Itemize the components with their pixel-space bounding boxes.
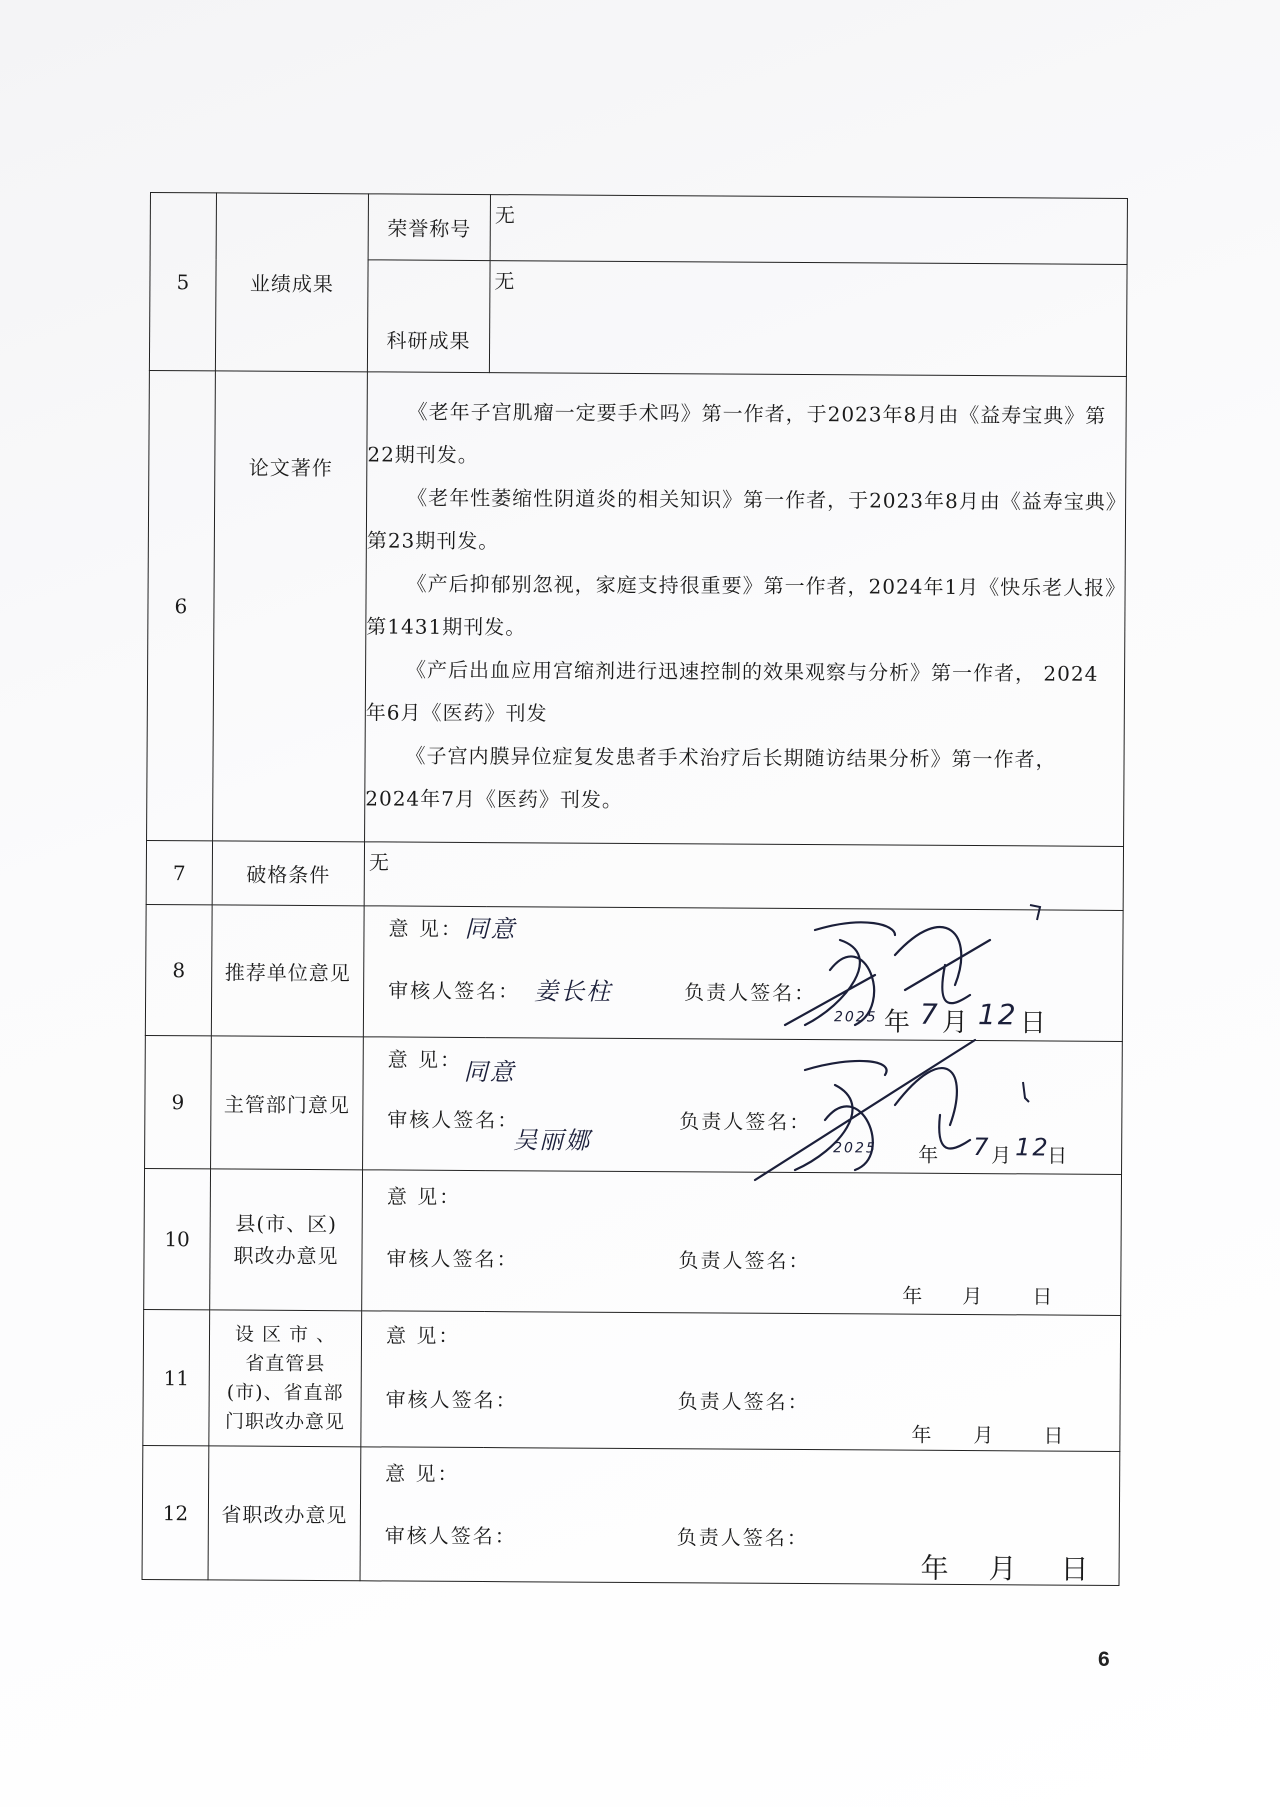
reviewer-signature: 姜长柱	[534, 977, 613, 1006]
date-month-label: 月	[941, 1007, 971, 1039]
row12-label: 省职改办意见	[208, 1446, 361, 1581]
row7-number: 7	[146, 840, 212, 904]
opinion-handwritten: 同意	[463, 1057, 516, 1087]
row11-number: 11	[143, 1309, 210, 1445]
date-month-handwritten: 7	[919, 997, 940, 1031]
row10-number: 10	[144, 1168, 211, 1309]
reviewer-signature-label: 审核人签名：	[386, 1246, 519, 1272]
page-number: 6	[1098, 1648, 1110, 1671]
row8-label: 推荐单位意见	[211, 905, 364, 1037]
row5-label: 业绩成果	[215, 193, 368, 372]
row12-number: 12	[142, 1445, 209, 1579]
date-month-label: 月	[962, 1283, 985, 1309]
row9-label: 主管部门意见	[211, 1036, 364, 1170]
paper-list	[365, 372, 1127, 847]
reviewer-signature-label: 审核人签名：	[385, 1387, 518, 1413]
county-office-opinion	[362, 1170, 1122, 1316]
exception-value: 无	[364, 842, 1123, 911]
date-year-handwritten: 2025	[833, 1009, 878, 1026]
opinion-label: 意 见：	[385, 1323, 461, 1348]
paper-item: 《老年子宫肌瘤一定要手术吗》第一作者，于2023年8月由《益寿宝典》第22期刊发。	[367, 399, 1107, 468]
date-year-label: 年	[883, 1007, 913, 1038]
opinion-label: 意 见：	[386, 1184, 462, 1209]
date-day-handwritten: 12	[1015, 1133, 1050, 1162]
row11-label-line2: 省直管县	[245, 1352, 326, 1375]
date-day-label: 日	[1019, 1008, 1049, 1039]
leader-signature-scribble-row8	[745, 895, 1065, 1045]
leader-signature-label: 负责人签名：	[678, 1248, 811, 1274]
leader-signature-label: 负责人签名：	[677, 1389, 810, 1415]
date-month-label: 月	[973, 1423, 996, 1448]
date-month-label: 月	[991, 1143, 1014, 1168]
opinion-label: 意 见：	[385, 1461, 460, 1486]
province-office-opinion	[360, 1447, 1120, 1586]
row6-number: 6	[147, 370, 216, 840]
city-office-opinion	[361, 1311, 1121, 1452]
opinion-label: 意 见：	[388, 916, 463, 941]
leader-signature-label: 负责人签名：	[679, 1109, 812, 1135]
row7-label: 破格条件	[212, 841, 364, 906]
reviewer-signature-label: 审核人签名：	[387, 1107, 520, 1133]
reviewer-signature: 吴丽娜	[513, 1126, 592, 1155]
reviewer-signature-label: 审核人签名：	[384, 1523, 517, 1549]
date-month-label: 月	[988, 1552, 1019, 1586]
opinion-handwritten: 同意	[464, 914, 517, 944]
honor-title-value: 无	[490, 195, 1127, 265]
row11-label-line3: (市)、省直部	[226, 1380, 344, 1404]
date-day-label: 日	[1043, 1423, 1066, 1448]
paper-item: 《子宫内膜异位症复发患者手术治疗后长期随访结果分析》第一作者， 2024年7月《医药》刊发。	[365, 743, 1057, 812]
date-month-handwritten: 7	[973, 1133, 991, 1162]
date-day-handwritten: 12	[977, 998, 1018, 1032]
leader-signature-label: 负责人签名：	[676, 1525, 809, 1551]
date-year-handwritten: 2025	[833, 1140, 877, 1157]
row6-label: 论文著作	[213, 371, 368, 842]
leader-signature-label: 负责人签名：	[684, 980, 817, 1006]
row11-label-line4: 门职改办意见	[224, 1409, 346, 1433]
reviewer-signature-label: 审核人签名：	[388, 978, 521, 1004]
leader-signature-scribble-row9	[745, 1030, 1065, 1190]
row5-number: 5	[149, 193, 216, 371]
paper-item: 《产后抑郁别忽视，家庭支持很重要》第一作者，2024年1月《快乐老人报》第1431期刊发。	[366, 571, 1117, 640]
date-year-label: 年	[918, 1142, 941, 1167]
row10-label-line1: 县(市、区)	[235, 1211, 338, 1237]
application-form-table	[142, 192, 1128, 1586]
research-result-value: 无	[489, 261, 1127, 377]
row11-label-line1: 设 区 市 、	[234, 1323, 337, 1346]
date-day-label: 日	[1032, 1284, 1055, 1309]
date-year-label: 年	[920, 1551, 951, 1585]
row8-number: 8	[145, 904, 212, 1035]
opinion-label: 意 见：	[387, 1047, 463, 1072]
row10-label	[210, 1169, 363, 1311]
paper-item: 《产后出血应用宫缩剂进行迅速控制的效果观察与分析》第一作者， 2024年6月《医药》刊发	[365, 657, 1099, 726]
row11-label	[209, 1310, 362, 1447]
date-day-label: 日	[1047, 1143, 1070, 1168]
date-day-label: 日	[1060, 1552, 1091, 1586]
paper-item: 《老年性萎缩性阴道炎的相关知识》第一作者，于2023年8月由《益寿宝典》第23期刊发。	[366, 485, 1117, 554]
date-year-label: 年	[902, 1283, 925, 1308]
research-result-label: 科研成果	[367, 260, 490, 373]
date-year-label: 年	[911, 1422, 934, 1447]
row9-number: 9	[145, 1035, 212, 1168]
row10-label-line2: 职改办意见	[233, 1243, 339, 1269]
honor-title-label: 荣誉称号	[368, 194, 490, 261]
